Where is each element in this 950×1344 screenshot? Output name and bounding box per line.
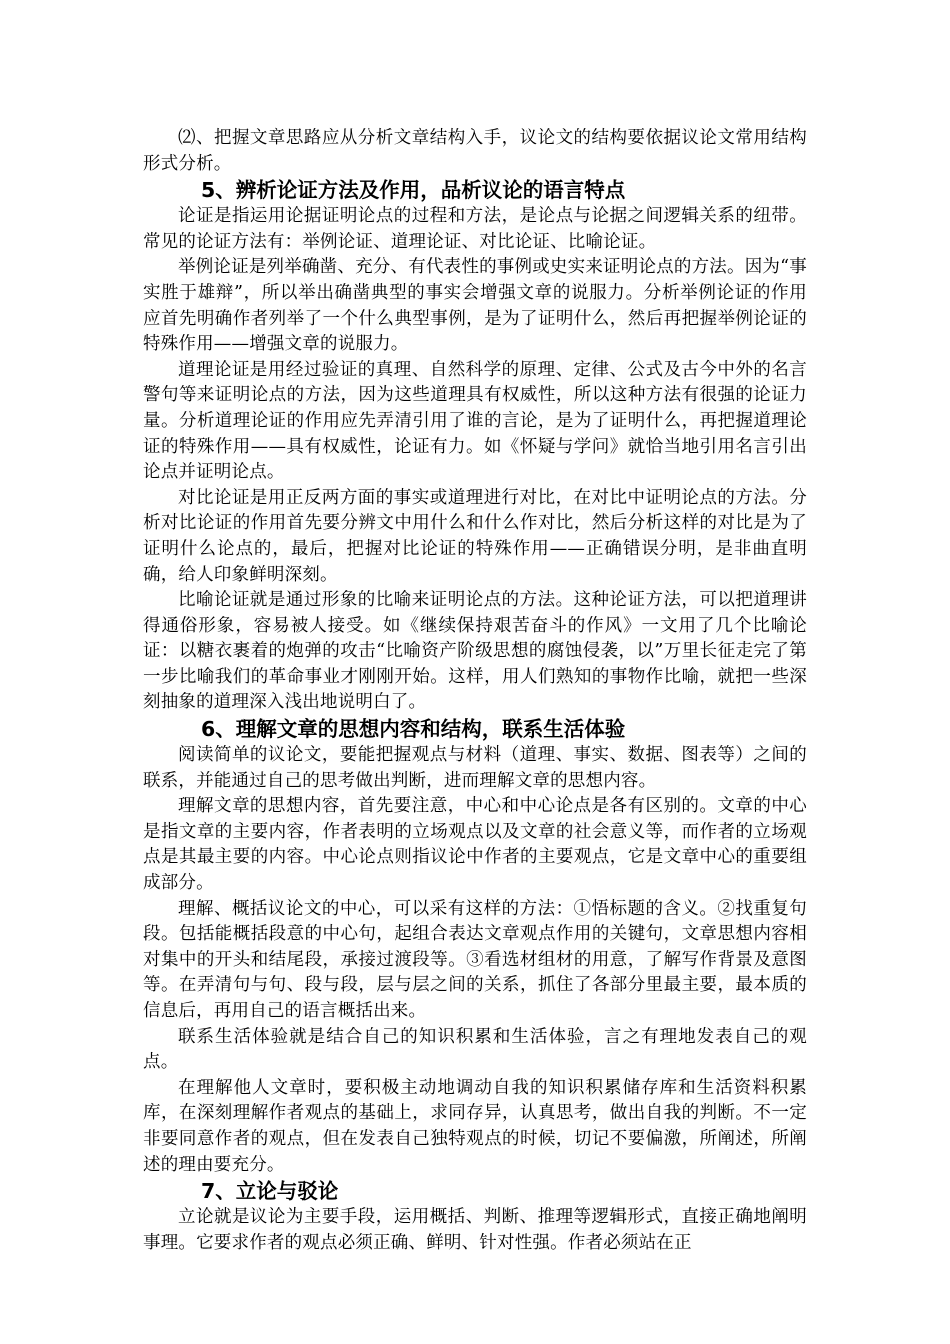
section-6-paragraph: 理解文章的思想内容，首先要注意，中心和中心论点是各有区别的。文章的中心是指文章的主要内容，作者表明的立场观点以及文章的社会意义等，而作者的立场观点是其最主要的内容。中心论点则指议论中作者的主要观点，它是文章中心的重要组成部分。 <box>143 796 807 894</box>
document-page <box>143 126 807 1256</box>
section-7 <box>143 1178 807 1256</box>
section-6-paragraph: 阅读简单的议论文，要能把握观点与材料（道理、事实、数据、图表等）之间的联系，并能通过自己的思考做出判断，进而理解文章的思想内容。 <box>143 745 807 791</box>
section-7-heading: 7、立论与驳论 <box>201 1179 339 1204</box>
section-6-heading: 6、理解文章的思想内容和结构，联系生活体验 <box>201 717 626 742</box>
section-5-paragraph: 论证是指运用论据证明论点的过程和方法，是论点与论据之间逻辑关系的纽带。常见的论证方法有：举例论证、道理论证、对比论证、比喻论证。 <box>143 206 807 252</box>
section-6-paragraph: 理解、概括议论文的中心，可以采有这样的方法：①悟标题的含义。②找重复句段。包括能概括段意的中心句，起组合表达文章观点作用的关键句，文章思想内容相对集中的开头和结尾段，承接过渡段等。③看选材组材的用意，了解写作背景及意图等。在弄清句与句、段与段，层与层之间的关系，抓住了各部分里最主要，最本质的信息后，再用自己的语言概括出来。 <box>143 898 807 1021</box>
section-5-heading: 5、辨析论证方法及作用，品析议论的语言特点 <box>201 178 626 203</box>
section-7-paragraph: 立论就是议论为主要手段，运用概括、判断、推理等逻辑形式，直接正确地阐明事理。它要求作者的观点必须正确、鲜明、针对性强。作者必须站在正 <box>143 1207 807 1253</box>
section-5-paragraph: 比喻论证就是通过形象的比喻来证明论点的方法。这种论证方法，可以把道理讲得通俗形象，容易被人接受。如《继续保持艰苦奋斗的作风》一文用了几个比喻论证：以糖衣裹着的炮弹的攻击“比喻资产阶级思想的腐蚀侵袭，以”万里长征走完了第一步比喻我们的革命事业才刚刚开始。这样，用人们熟知的事物作比喻，就把一些深刻抽象的道理深入浅出地说明白了。 <box>143 590 807 713</box>
intro-paragraph: ⑵、把握文章思路应从分析文章结构入手，议论文的结构要依据议论文常用结构形式分析。 <box>143 128 807 174</box>
section-5 <box>143 177 807 716</box>
section-5-paragraph: 道理论证是用经过验证的真理、自然科学的原理、定律、公式及古今中外的名言警句等来证明论点的方法，因为这些道理具有权威性，所以这种方法有很强的论证力量。分析道理论证的作用应先弄清引用了谁的言论，是为了证明什么，再把握道理论证的特殊作用——具有权威性，论证有力。如《怀疑与学问》就恰当地引用名言引出论点并证明论点。 <box>143 359 807 483</box>
section-5-paragraph: 对比论证是用正反两方面的事实或道理进行对比，在对比中证明论点的方法。分析对比论证的作用首先要分辨文中用什么和什么作对比，然后分析这样的对比是为了证明什么论点的，最后，把握对比论证的特殊作用——正确错误分明，是非曲直明确，给人印象鲜明深刻。 <box>143 487 807 585</box>
section-6 <box>143 716 807 1178</box>
section-5-paragraph: 举例论证是列举确凿、充分、有代表性的事例或史实来证明论点的方法。因为“事实胜于雄辩”，所以举出确凿典型的事实会增强文章的说服力。分析举例论证的作用应首先明确作者列举了一个什么典型事例，是为了证明什么，然后再把握举例论证的特殊作用——增强文章的说服力。 <box>143 257 807 355</box>
section-6-paragraph: 联系生活体验就是结合自己的知识积累和生活体验，言之有理地发表自己的观点。 <box>143 1026 807 1073</box>
section-6-paragraph: 在理解他人文章时，要积极主动地调动自我的知识积累储存库和生活资料积累库，在深刻理解作者观点的基础上，求同存异，认真思考，做出自我的判断。不一定非要同意作者的观点，但在发表自己独特观点的时候，切记不要偏激，所阐述，所阐述的理由要充分。 <box>143 1077 807 1175</box>
